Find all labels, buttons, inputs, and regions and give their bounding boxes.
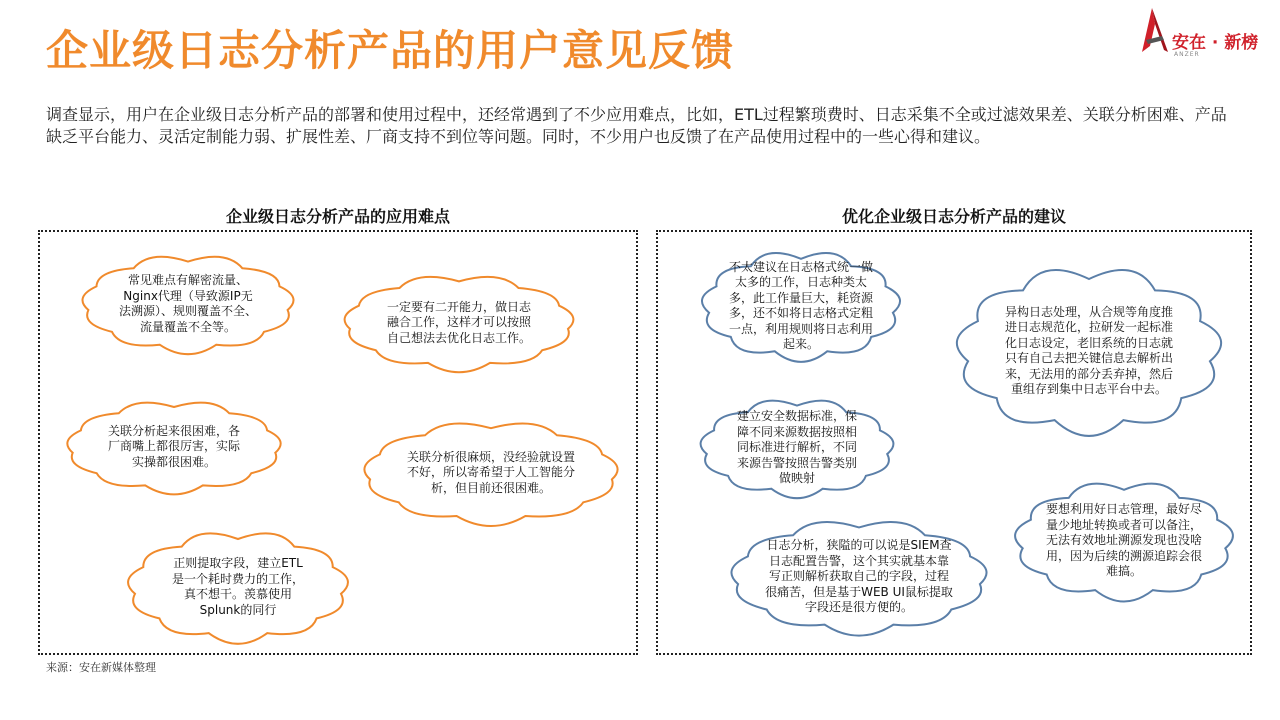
anzer-logo-icon <box>1138 6 1172 58</box>
cloud-text: 异构日志处理，从合规等角度推进日志规范化，拉研发一起标准化日志设定，老旧系统的日志就只有自己去把关键信息去解析出来，无法用的部分丢弃掉，然后重组存到集中日志平台中去。 <box>1004 304 1173 396</box>
source-note: 来源：安在新媒体整理 <box>46 661 156 674</box>
cloud-text: 日志分析，狭隘的可以说是SIEM查日志配置告警，这个其实就基本靠写正则解析获取自己的字段，过程很痛苦，但是基于WEB UI鼠标提取字段还是很方便的。 <box>765 538 953 615</box>
right-section-heading: 优化企业级日志分析产品的建议 <box>841 207 1066 226</box>
pain-point-cloud <box>328 268 590 378</box>
suggestion-cloud <box>714 512 1004 642</box>
cloud-text: 不太建议在日志格式统一做太多的工作，日志种类太多，此工作量巨大，耗资源多，还不如将日志格式定粗一点，利用规则将日志利用起来。 <box>728 259 873 351</box>
pain-point-cloud <box>52 394 296 500</box>
cloud-text: 正则提取字段，建立ETL是一个耗时费力的工作，真不想干。羡慕使用Splunk的同行 <box>172 556 305 617</box>
pain-point-cloud <box>114 524 362 650</box>
pain-point-cloud <box>346 414 636 532</box>
pain-point-cloud <box>68 248 308 360</box>
cloud-text: 要想利用好日志管理，最好尽量少地址转换或者可以备注，无法有效地址溯源发现也没啥用，因为后续的溯源追踪会很难搞。 <box>1046 502 1203 579</box>
left-section-heading: 企业级日志分析产品的应用难点 <box>225 207 450 226</box>
suggestion-cloud <box>688 392 906 504</box>
cloud-text: 关联分析很麻烦，没经验就设置不好，所以寄希望于人工智能分析，但目前还很困难。 <box>406 449 575 495</box>
cloud-text: 一定要有二开能力，做日志融合工作，这样才可以按照自己想法去优化日志工作。 <box>386 299 531 345</box>
brand-logo <box>1138 6 1278 62</box>
logo-subtext: ANZER <box>1174 51 1200 58</box>
logo-name: 安在 · 新榜 <box>1172 33 1259 53</box>
suggestion-cloud <box>1002 474 1246 608</box>
cloud-text: 关联分析起来很困难，各厂商嘴上都很厉害，实际实操都很困难。 <box>108 423 241 469</box>
page-title: 企业级日志分析产品的用户意见反馈 <box>46 26 735 75</box>
suggestion-cloud <box>690 244 912 368</box>
cloud-text: 常见难点有解密流量、Nginx代理（导致源IP无法溯源）、规则覆盖不全、流量覆盖不全等。 <box>118 273 257 334</box>
suggestion-cloud <box>944 258 1234 444</box>
intro-paragraph: 调查显示，用户在企业级日志分析产品的部署和使用过程中，还经常遇到了不少应用难点，比如，ETL过程繁琐费时、日志采集不全或过滤效果差、关联分析困难、产品缺乏平台能力、灵活定制能力弱、扩展性差、厂商支持不到位等问题。同时，不少用户也反馈了在产品使用过程中的一些心得和建议。 <box>46 105 1227 146</box>
cloud-text: 建立安全数据标准，保障不同来源数据按照相同标准进行解析，不同来源告警按照告警类别做映射 <box>736 409 857 486</box>
